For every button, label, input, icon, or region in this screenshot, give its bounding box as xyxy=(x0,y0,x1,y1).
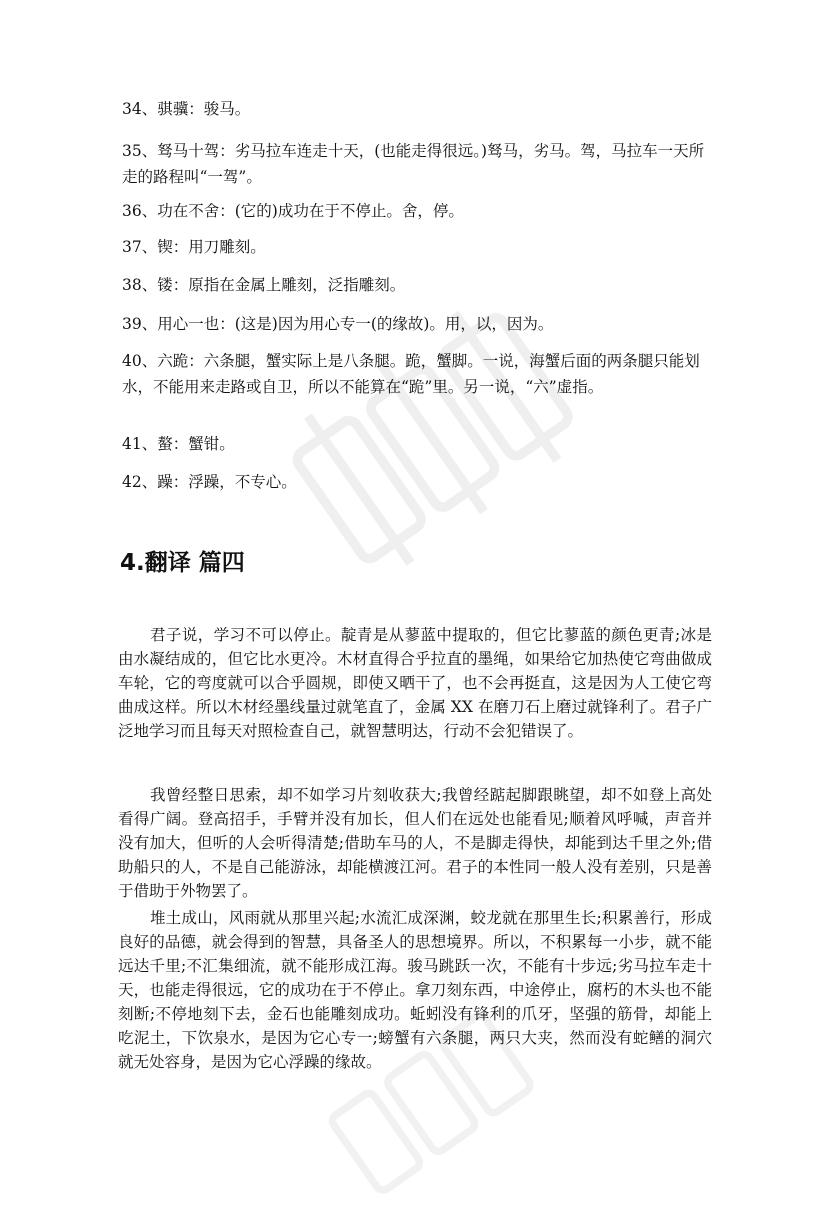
note-40: 40、六跪：六条腿，蟹实际上是八条腿。跪，蟹脚。一说，海蟹后面的两条腿只能划水，不能用来走路或自卫，所以不能算在“跪”里。另一说，“六”虚指。 xyxy=(122,352,700,396)
translation-paragraph-2: 我曾经整日思索，却不如学习片刻收获大;我曾经踮起脚跟眺望，却不如登上高处看得广阔。登高招手，手臂并没有加长，但人们在远处也能看见;顺着风呼喊，声音并没有加大，但听的人会听得清楚;借助车马的人，不是脚走得快，却能到达千里之外;借助船只的人，不是自己能游泳，却能横渡江河。君子的本性同一般人没有差别，只是善于借助于外物罢了。 xyxy=(118,786,712,900)
note-37: 37、锲：用刀雕刻。 xyxy=(122,238,266,256)
note-41: 41、螯：蟹钳。 xyxy=(122,435,235,453)
translation-paragraph-3: 堆土成山，风雨就从那里兴起;水流汇成深渊，蛟龙就在那里生长;积累善行，形成良好的品德，就会得到的智慧，具备圣人的思想境界。所以，不积累每一小步，就不能远达千里;不汇集细流，就不能形成江海。骏马跳跃一次，不能有十步远;劣马拉车走十天，也能走得很远，它的成功在于不停止。拿刀刻东西，中途停止，腐朽的木头也不能刻断;不停地刻下去，金石也能雕刻成功。蚯蚓没有锋利的爪牙，坚强的筋骨，却能上吃泥土，下饮泉水，是因为它心专一;螃蟹有六条腿，两只大夹，然而没有蛇鳝的洞穴就无处容身，是因为它心浮躁的缘故。 xyxy=(118,909,712,1071)
note-35: 35、驽马十驾：劣马拉车连走十天，(也能走得很远。)驽马，劣马。驾，马拉车一天所走的路程叫“一驾”。 xyxy=(122,142,705,186)
translation-paragraph-1: 君子说，学习不可以停止。靛青是从蓼蓝中提取的，但它比蓼蓝的颜色更青;冰是由水凝结成的，但它比水更冷。木材直得合乎拉直的墨绳，如果给它加热使它弯曲做成车轮，它的弯度就可以合乎圆规，即使又晒干了，也不会再挺直，这是因为人工使它弯曲成这样。所以木材经墨线量过就笔直了，金属 XX 在磨刀石上磨过就锋利了。君子广泛地学习而且每天对照检查自己，就智慧明达，行动不会犯错误了。 xyxy=(118,626,712,740)
section-heading: 4.翻译 篇四 xyxy=(120,550,245,576)
note-34: 34、骐骥：骏马。 xyxy=(122,100,251,118)
note-38: 38、镂：原指在金属上雕刻，泛指雕刻。 xyxy=(122,276,406,294)
note-39: 39、用心一也：(这是)因为用心专一(的缘故)。用，以，因为。 xyxy=(122,315,554,333)
note-42: 42、躁：浮躁，不专心。 xyxy=(122,473,297,491)
note-36: 36、功在不舍：(它的)成功在于不停止。舍，停。 xyxy=(122,202,464,220)
